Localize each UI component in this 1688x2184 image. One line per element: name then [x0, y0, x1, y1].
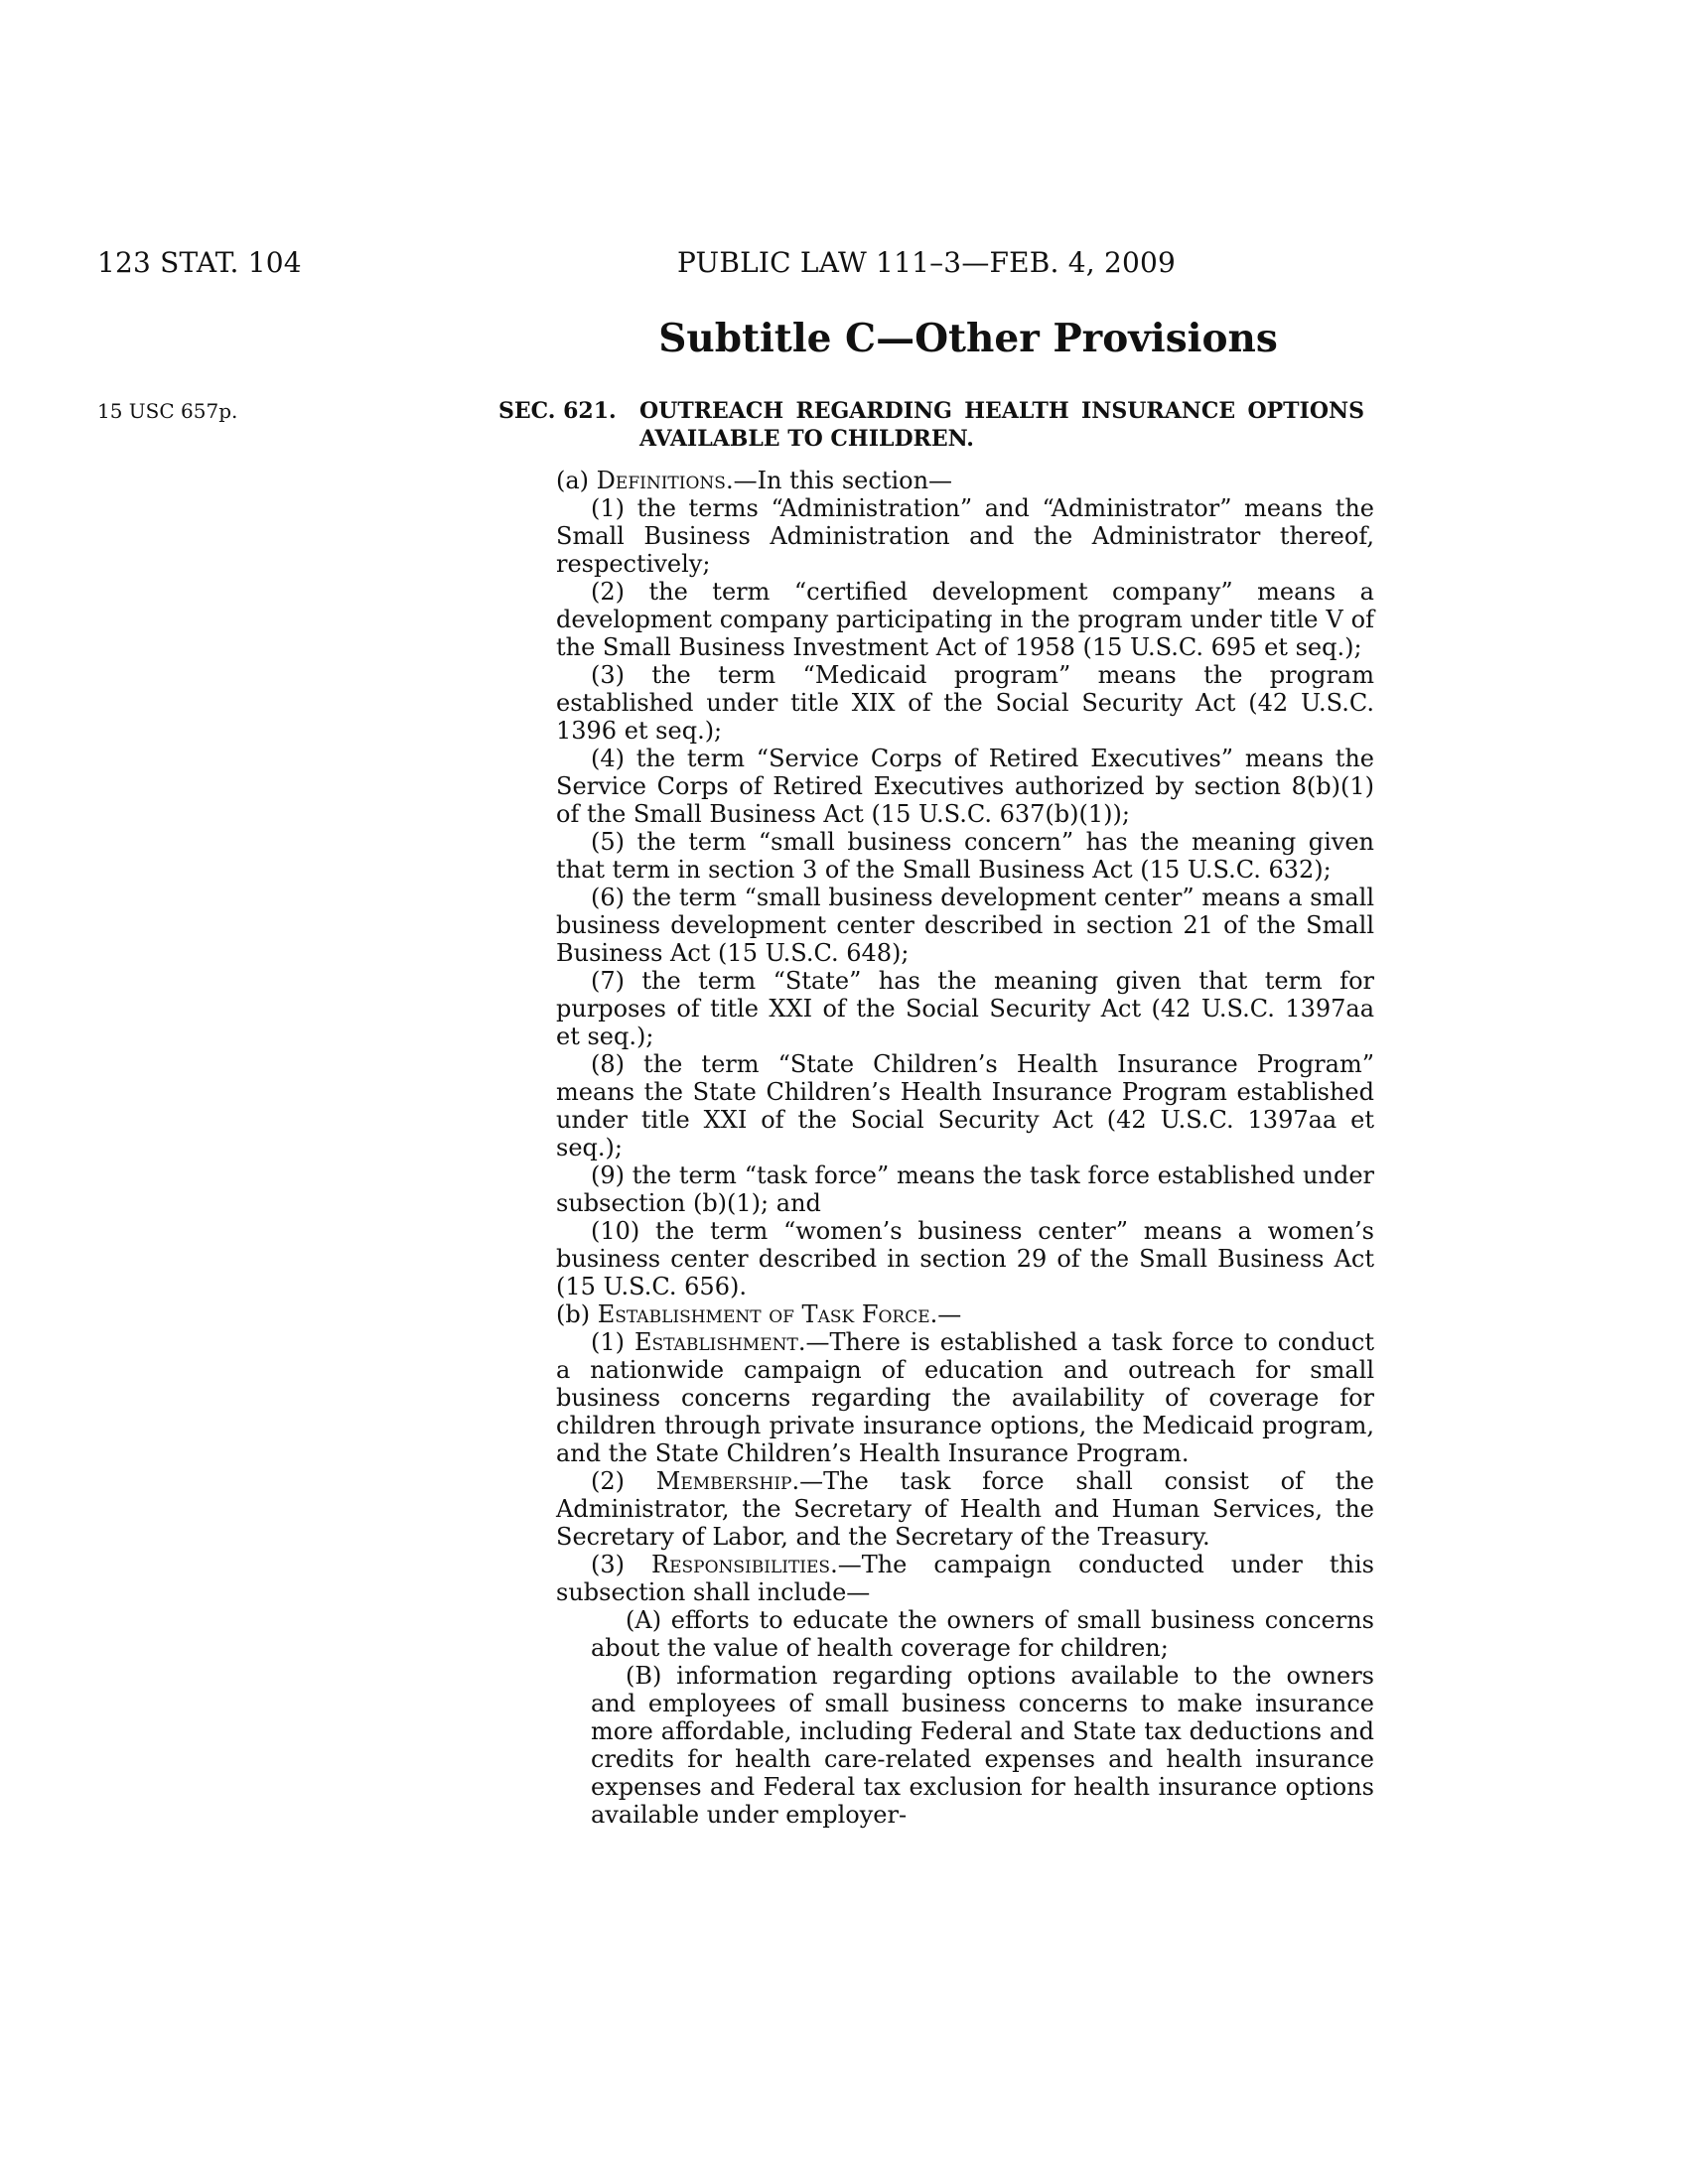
- subparagraph-a: (A) efforts to educate the owners of small business concerns about the value of health coverage for children;: [591, 1606, 1374, 1662]
- definition-item: (9) the term “task force” means the task force established under subsection (b)(1); and: [556, 1161, 1374, 1217]
- margin-note: 15 USC 657p.: [97, 399, 238, 423]
- section-title: OUTREACH REGARDING HEALTH INSURANCE OPTIONS AVAILABLE TO CHILDREN.: [639, 398, 1364, 452]
- definition-item: (4) the term “Service Corps of Retired Executives” means the Service Corps of Retired Executives authorized by section 8(b)(1) of the Small Business Act (15 U.S.C. 637(b)(1));: [556, 745, 1374, 828]
- subtitle-heading: Subtitle C—Other Provisions: [658, 316, 1278, 361]
- definition-item: (7) the term “State” has the meaning given that term for purposes of title XXI of the Social Security Act (42 U.S.C. 1397aa et seq.);: [556, 967, 1374, 1050]
- definition-item: (2) the term “certified development company” means a development company participating in the program under title V of the Small Business Investment Act of 1958 (15 U.S.C. 695 et seq.);: [556, 578, 1374, 661]
- paragraph-b1: (1) Establishment.—There is established a task force to conduct a nationwide campaign of education and outreach for small business concerns regarding the availability of coverage for children through private insurance options, the Medicaid program, and the State Children’s Health Insurance Program.: [556, 1328, 1375, 1467]
- definition-item: (1) the terms “Administration” and “Administrator” means the Small Business Administration and the Administrator thereof, respectively;: [556, 494, 1374, 578]
- paragraph-b3: (3) Responsibilities.—The campaign conducted under this subsection shall include—: [556, 1551, 1374, 1606]
- section-heading: [498, 397, 1374, 453]
- subsection-a: (a) Definitions.—In this section—: [556, 467, 953, 494]
- subsection-b-heading: Establishment of Task Force: [597, 1300, 930, 1328]
- definition-item: (8) the term “State Children’s Health Insurance Program” means the State Children’s Health Insurance Program established under title XXI of the Social Security Act (42 U.S.C. 1397aa et seq.);: [556, 1050, 1374, 1161]
- paragraph-b2: (2) Membership.—The task force shall consist of the Administrator, the Secretary of Health and Human Services, the Secretary of Labor, and the Secretary of the Treasury.: [556, 1467, 1375, 1551]
- definition-item: (6) the term “small business development center” means a small business development center described in section 21 of the Small Business Act (15 U.S.C. 648);: [556, 884, 1374, 967]
- subparagraph-b: (B) information regarding options available to the owners and employees of small business concerns to make insurance more affordable, including Federal and State tax deductions and credits for health care-related expenses and health insurance expenses and Federal tax exclusion for health insurance options available under employer-: [591, 1662, 1374, 1829]
- running-header: PUBLIC LAW 111–3—FEB. 4, 2009: [677, 246, 1177, 279]
- subsection-a-heading: Definitions: [596, 467, 726, 494]
- section-body: [556, 467, 1374, 1829]
- section-number: SEC. 621.: [498, 398, 617, 424]
- subsection-b: (b) Establishment of Task Force.—: [556, 1300, 962, 1328]
- definition-item: (3) the term “Medicaid program” means the program established under title XIX of the Social Security Act (42 U.S.C. 1396 et seq.);: [556, 661, 1374, 745]
- page-stat-citation: 123 STAT. 104: [97, 246, 302, 279]
- definition-item: (10) the term “women’s business center” means a women’s business center described in section 29 of the Small Business Act (15 U.S.C. 656).: [556, 1217, 1374, 1300]
- definition-item: (5) the term “small business concern” has the meaning given that term in section 3 of the Small Business Act (15 U.S.C. 632);: [556, 828, 1374, 884]
